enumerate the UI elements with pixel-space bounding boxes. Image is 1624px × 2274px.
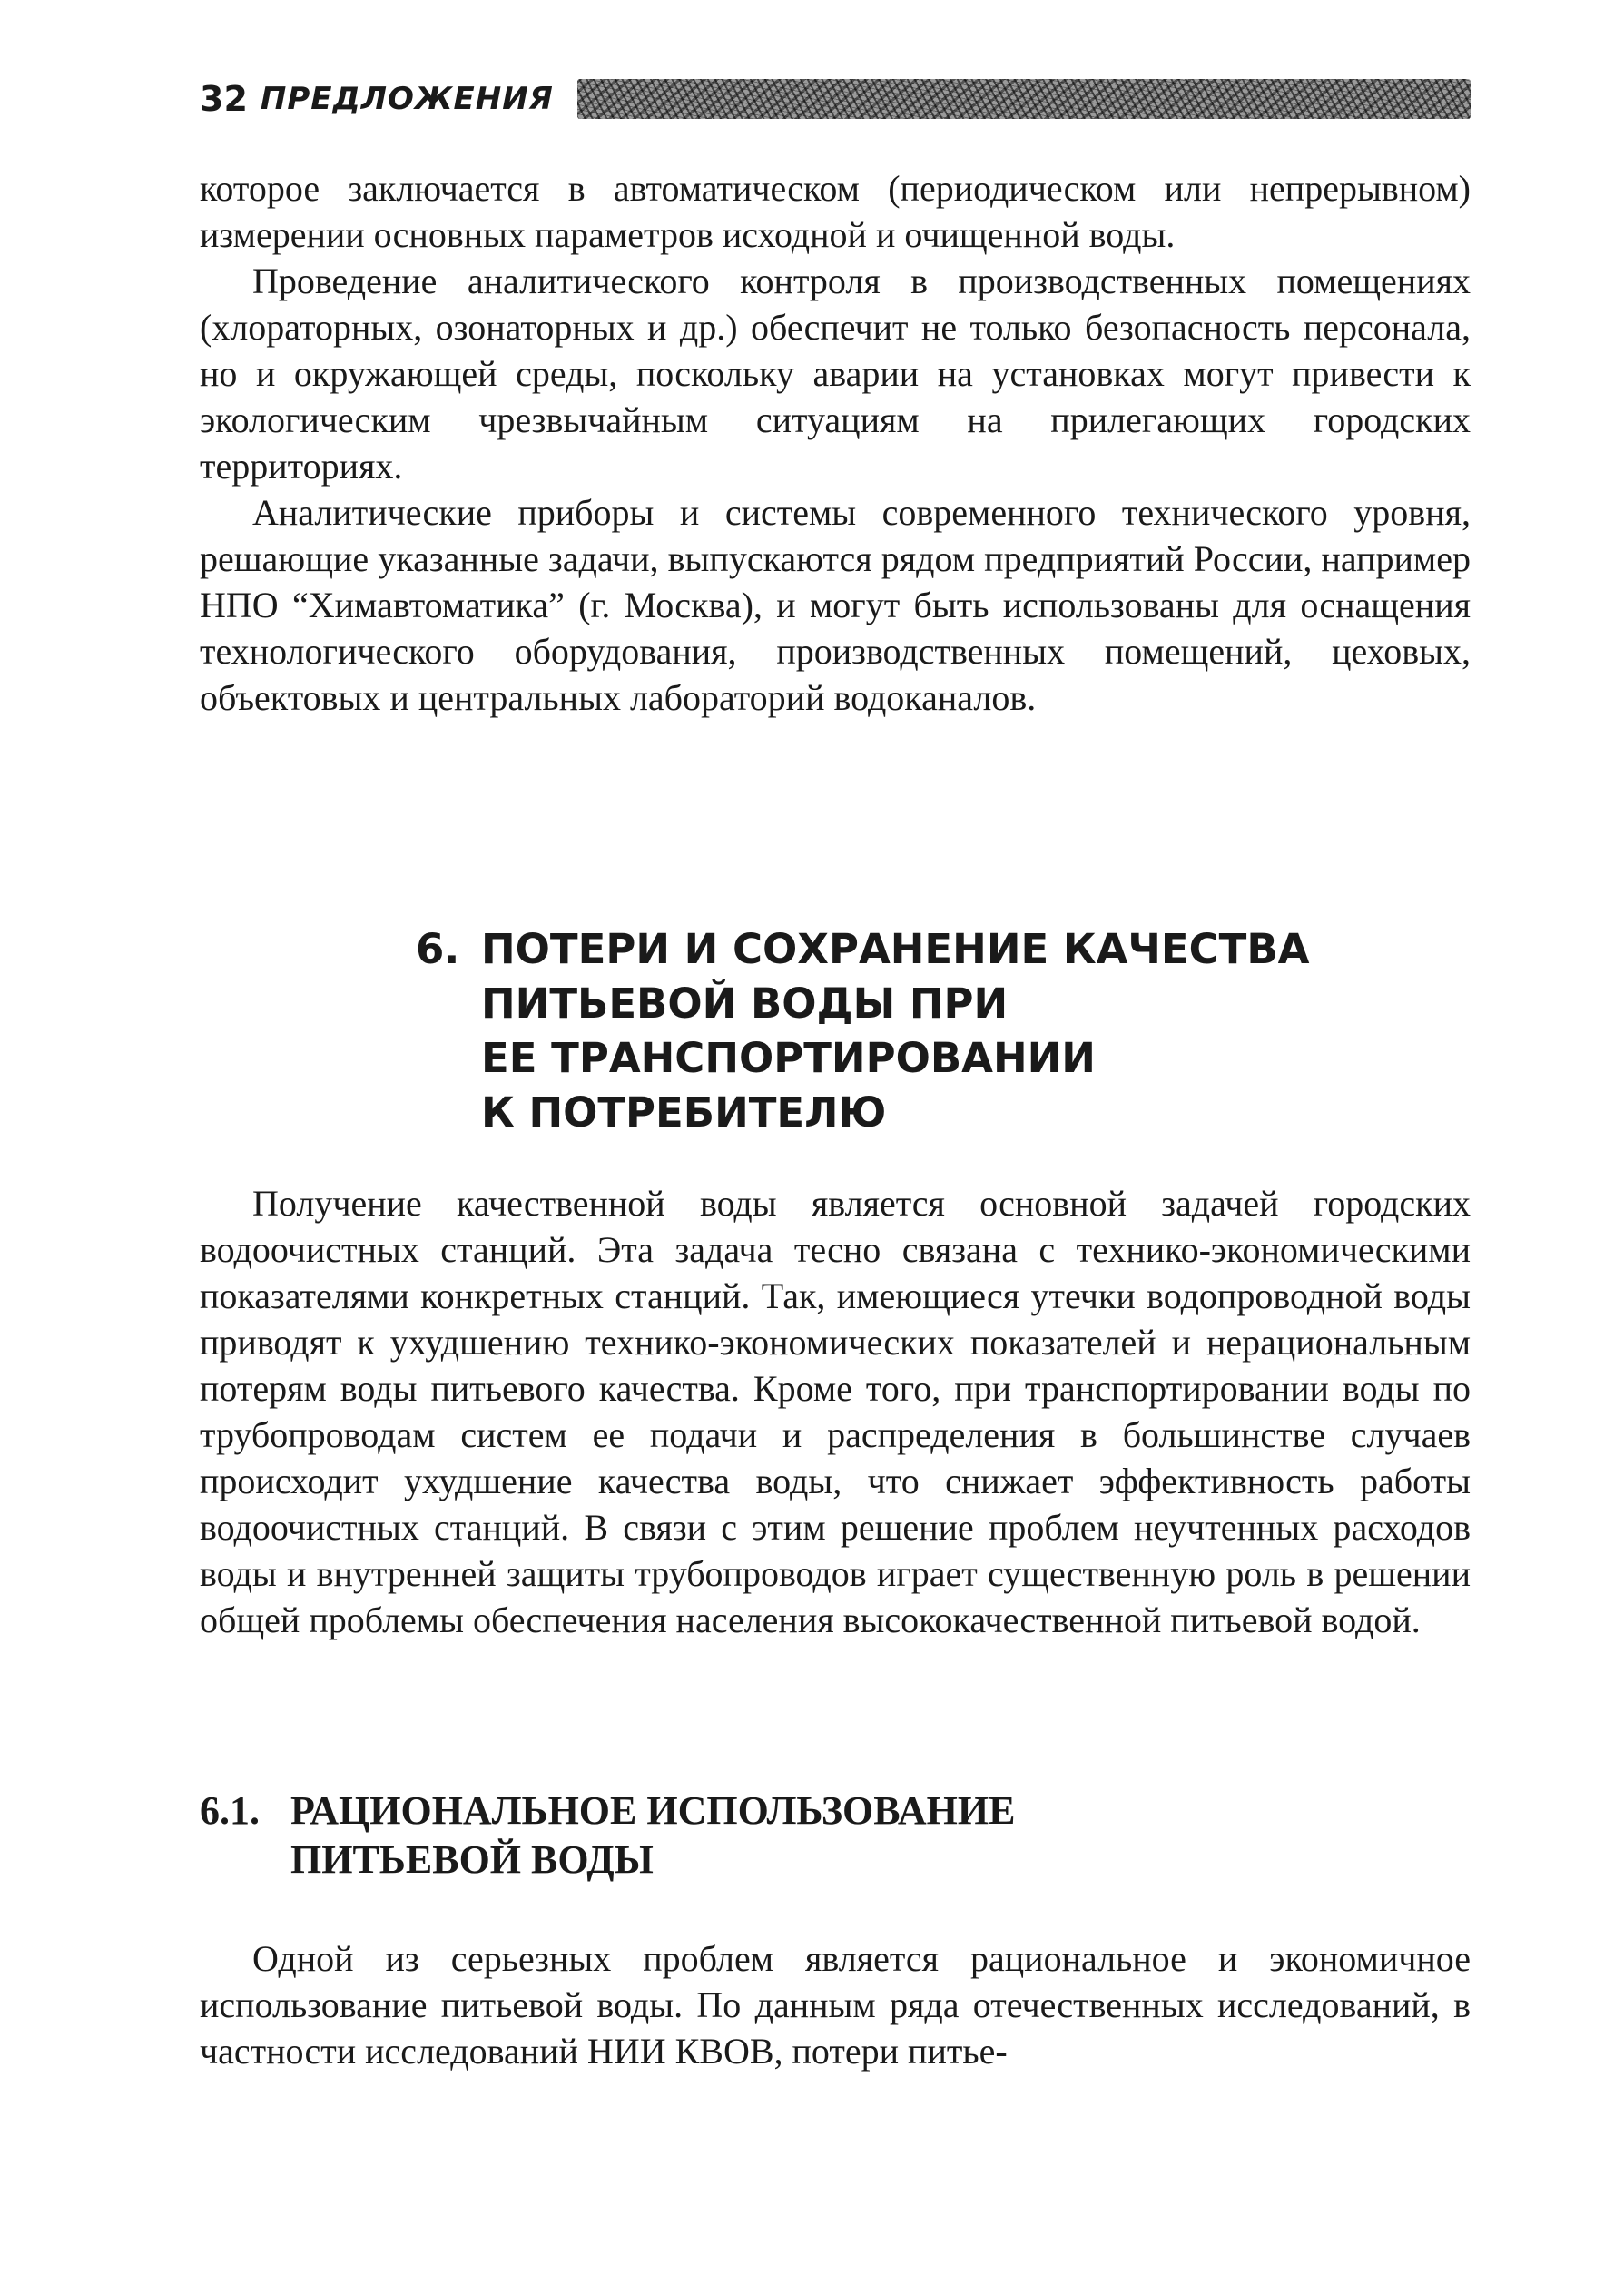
intro-paragraph-2: Проведение аналитического контроля в производственных помещениях (хлораторных, озонаторных и др.) обеспечит не только безопасность персонала, но и окружающей среды, поскольку аварии на установках могут привести к экологическим чрезвычайным ситуациям на прилегающих городских территориях. bbox=[200, 261, 1471, 487]
chapter-title-text-1: ПОТЕРИ И СОХРАНЕНИЕ КАЧЕСТВА bbox=[481, 925, 1310, 973]
intro-paragraph-3: Аналитические приборы и системы современного технического уровня, решающие указанные задачи, выпускаются рядом предприятий России, например НПО “Химавтоматика” (г. Москва), и могут быть использованы для оснащения технологического оборудования, производственных помещений, цеховых, объектовых и центральных лабораторий водоканалов. bbox=[200, 492, 1471, 718]
chapter-paragraph: Получение качественной воды является основной задачей городских водоочистных станций. Эта задача тесно связана с технико-экономическими показателями конкретных станций. Так, имеющиеся утечки водопроводной воды приводят к ухудшению технико-экономических показателей и нерациональным потерям воды питьевого качества. Кроме того, при транспортировании воды по трубопроводам систем ее подачи и распределения в большинстве случаев происходит ухудшение качества воды, что снижает эффективность работы водоочистных станций. В связи с этим решение проблем неучтенных расходов воды и внутренней защиты трубопроводов играет существенную роль в решении общей проблемы обеспечения населения высококачественной питьевой водой. bbox=[200, 1183, 1471, 1640]
section-paragraph: Одной из серьезных проблем является рациональное и экономичное использование питьевой воды. По данным ряда отечественных исследований, в частности исследований НИИ КВОВ, потери питье- bbox=[200, 1938, 1471, 2072]
chapter-title-line-2: ПИТЬЕВОЙ ВОДЫ ПРИ bbox=[481, 979, 1009, 1028]
chapter-text-block bbox=[200, 1180, 1471, 1643]
header-decorative-band bbox=[577, 79, 1471, 119]
section-text-block bbox=[200, 1935, 1471, 2074]
section-title-line-1 bbox=[200, 1787, 1289, 1836]
section-title-text-1: РАЦИОНАЛЬНОЕ ИСПОЛЬЗОВАНИЕ bbox=[290, 1788, 1016, 1833]
section-title-line-2: ПИТЬЕВОЙ ВОДЫ bbox=[290, 1837, 654, 1882]
page-header bbox=[200, 71, 1471, 127]
page-number: 32 bbox=[200, 79, 248, 119]
section-number: 6.1. bbox=[200, 1788, 260, 1833]
running-title: ПРЕДЛОЖЕНИЯ bbox=[260, 81, 554, 117]
intro-text-block bbox=[200, 165, 1471, 721]
chapter-number: 6. bbox=[416, 925, 460, 973]
section-heading bbox=[200, 1787, 1289, 1885]
chapter-title-line-3: ЕЕ ТРАНСПОРТИРОВАНИИ bbox=[481, 1034, 1096, 1082]
chapter-heading bbox=[416, 922, 1324, 1140]
intro-paragraph-1: которое заключается в автоматическом (периодическом или непрерывном) измерении основных параметров исходной и очищенной воды. bbox=[200, 168, 1471, 255]
chapter-title-line-1 bbox=[416, 922, 1324, 977]
chapter-title-line-4: К ПОТРЕБИТЕЛЮ bbox=[481, 1088, 887, 1137]
